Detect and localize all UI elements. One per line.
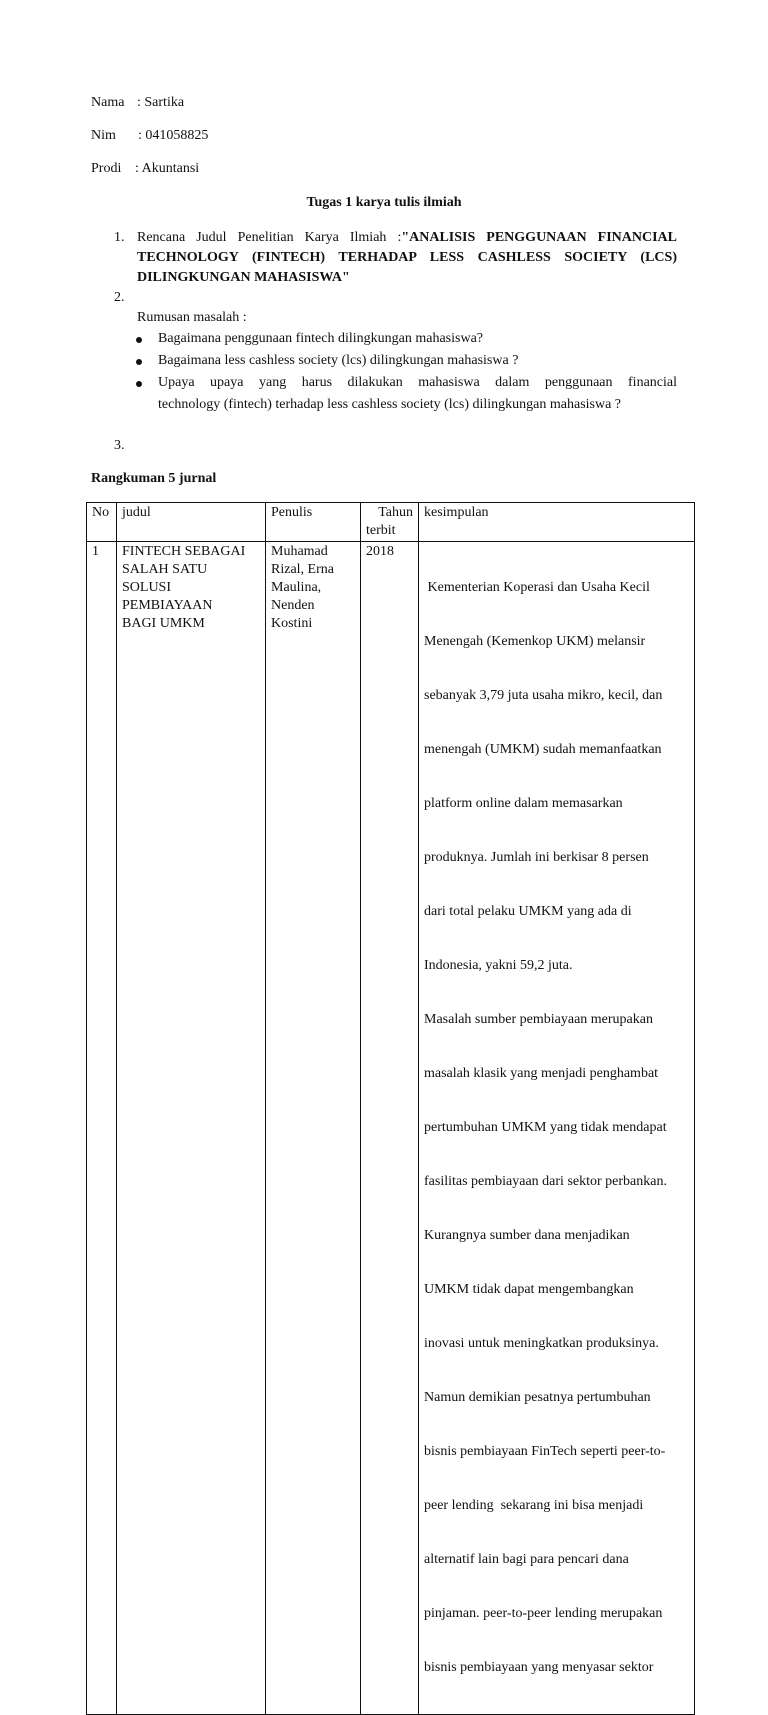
bullet-item-3-cont: technology (fintech) terhadap less cashless society (lcs) dilingkungan mahasiswa ? [158, 397, 622, 412]
header-tahun: Tahun [378, 505, 413, 520]
kesimpulan-line: UMKM tidak dapat mengembangkan [424, 1282, 634, 1297]
judul-line: PEMBIAYAAN [122, 598, 213, 613]
bullet-icon [136, 359, 142, 365]
cell-penulis [266, 542, 361, 1715]
page-title: Tugas 1 karya tulis ilmiah [306, 195, 462, 210]
header-terbit: terbit [366, 523, 396, 538]
prodi-row [91, 160, 199, 178]
table-header-row [87, 503, 695, 542]
journal-table [86, 502, 695, 1715]
kesimpulan-line: bisnis pembiayaan FinTech seperti peer-to- [424, 1444, 666, 1459]
kesimpulan-line: Kementerian Koperasi dan Usaha Kecil [424, 580, 650, 595]
judul-line: BAGI UMKM [122, 616, 205, 631]
cell-no: 1 [87, 542, 117, 1715]
penulis-line: Nenden [271, 598, 315, 613]
header-penulis: Penulis [266, 503, 361, 542]
item1-line1 [137, 229, 677, 247]
kesimpulan-line: pinjaman. peer-to-peer lending merupakan [424, 1606, 663, 1621]
header-kesimpulan: kesimpulan [419, 503, 695, 542]
penulis-line: Rizal, Erna [271, 562, 334, 577]
cell-tahun: 2018 [361, 542, 419, 1715]
kesimpulan-line: bisnis pembiayaan yang menyasar sektor [424, 1660, 654, 1675]
name-row [91, 94, 184, 112]
judul-line: FINTECH SEBAGAI [122, 544, 246, 559]
penulis-line: Muhamad [271, 544, 328, 559]
item1-line1-bold: "ANALISIS PENGGUNAAN FINANCIAL [401, 230, 677, 245]
kesimpulan-line: produknya. Jumlah ini berkisar 8 persen [424, 850, 649, 865]
kesimpulan-line: menengah (UMKM) sudah memanfaatkan [424, 742, 662, 757]
item3-number: 3. [114, 438, 125, 453]
item1-line1-prefix: Rencana Judul Penelitian Karya Ilmiah : [137, 230, 402, 245]
kesimpulan-line: Menengah (Kemenkop UKM) melansir [424, 634, 646, 649]
bullet-item-2: Bagaimana less cashless society (lcs) dilingkungan mahasiswa ? [158, 353, 519, 368]
judul-line: SOLUSI [122, 580, 172, 595]
table-row [87, 542, 695, 1715]
kesimpulan-line: dari total pelaku UMKM yang ada di [424, 904, 632, 919]
kesimpulan-line: alternatif lain bagi para pencari dana [424, 1552, 629, 1567]
header-no: No [87, 503, 117, 542]
name-value: : Sartika [137, 95, 185, 110]
kesimpulan-line: peer lending sekarang ini bisa menjadi [424, 1498, 644, 1513]
cell-kesimpulan [419, 542, 695, 1715]
bullet-icon [136, 337, 142, 343]
kesimpulan-line: Kurangnya sumber dana menjadikan [424, 1228, 630, 1243]
kesimpulan-line: Indonesia, yakni 59,2 juta. [424, 958, 573, 973]
rumusan-heading: Rumusan masalah : [137, 310, 247, 325]
kesimpulan-line: masalah klasik yang menjadi penghambat [424, 1066, 659, 1081]
kesimpulan-line: platform online dalam memasarkan [424, 796, 623, 811]
header-tahun-terbit [361, 503, 419, 542]
item1-line3: DILINGKUNGAN MAHASISWA" [137, 270, 350, 285]
kesimpulan-line: Namun demikian pesatnya pertumbuhan [424, 1390, 651, 1405]
bullet-icon [136, 381, 142, 387]
bullet-item-3: Upaya upaya yang harus dilakukan mahasiswa dalam penggunaan financial [158, 375, 677, 390]
penulis-line: Maulina, [271, 580, 322, 595]
nim-row [91, 127, 208, 145]
header-judul: judul [117, 503, 266, 542]
penulis-line: Kostini [271, 616, 313, 631]
item2-number: 2. [114, 290, 125, 305]
nim-label: Nim [91, 128, 116, 143]
item1-number: 1. [114, 230, 125, 245]
kesimpulan-line: pertumbuhan UMKM yang tidak mendapat [424, 1120, 667, 1135]
kesimpulan-line: inovasi untuk meningkatkan produksinya. [424, 1336, 659, 1351]
kesimpulan-line: sebanyak 3,79 juta usaha mikro, kecil, dan [424, 688, 663, 703]
summary-heading: Rangkuman 5 jurnal [91, 471, 217, 486]
cell-judul [117, 542, 266, 1715]
nim-value: : 041058825 [138, 128, 209, 143]
judul-line: SALAH SATU [122, 562, 208, 577]
kesimpulan-line: Masalah sumber pembiayaan merupakan [424, 1012, 653, 1027]
bullet-item-1: Bagaimana penggunaan fintech dilingkungan mahasiswa? [158, 331, 484, 346]
prodi-label: Prodi [91, 161, 122, 176]
name-label: Nama [91, 95, 125, 110]
kesimpulan-line: fasilitas pembiayaan dari sektor perbankan. [424, 1174, 667, 1189]
prodi-value: : Akuntansi [135, 161, 200, 176]
item1-line2: TECHNOLOGY (FINTECH) TERHADAP LESS CASHLESS SOCIETY (LCS) [137, 250, 677, 265]
